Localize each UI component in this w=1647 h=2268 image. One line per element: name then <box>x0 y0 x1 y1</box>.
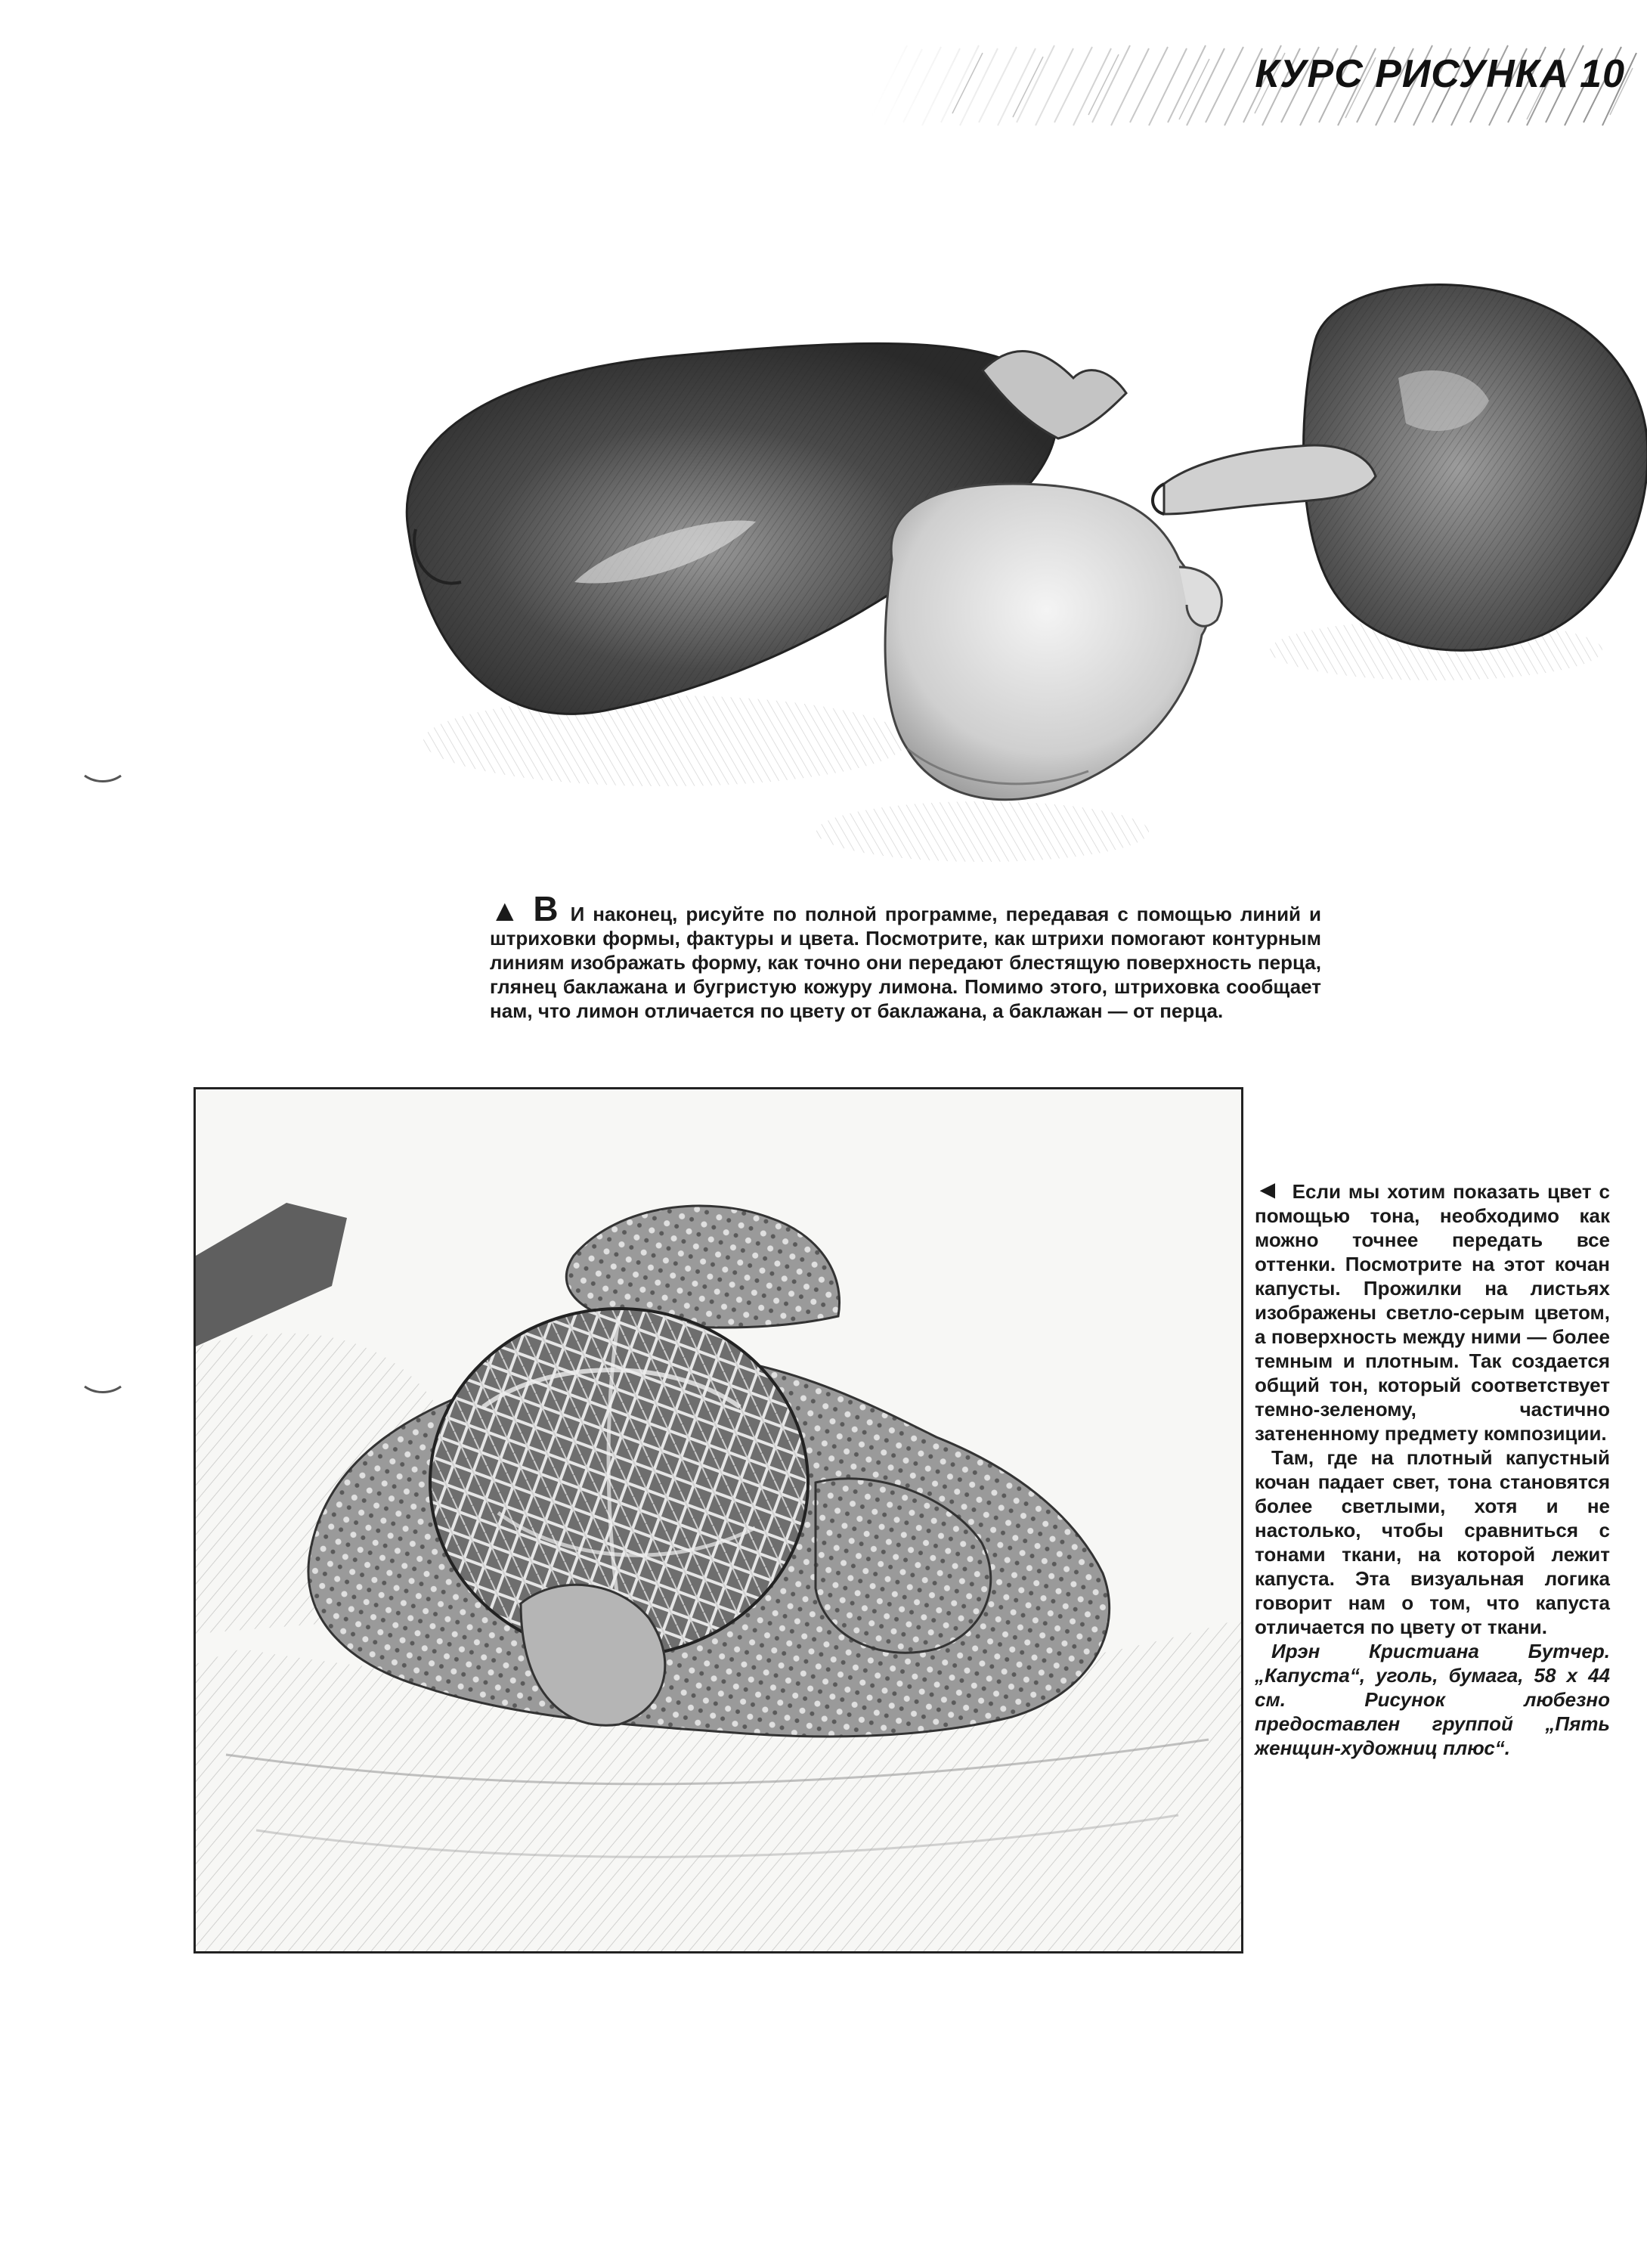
cabbage-drawing <box>196 1089 1241 1951</box>
triangle-left-icon: ◄ <box>1255 1176 1280 1204</box>
caption-b-text: И наконец, рисуйте по полной программе, передавая с помощью линий и штриховки формы, фактуры и цвета. Посмотрите, как штрихи помогают контурным линиям изображать форму, как точно они передают блестящую поверхность перца, глянец баклажана и бугристую кожуру лимона. Помимо этого, штриховка сообщает нам, что лимон отличается по цвету от баклажана, а баклажан — от перца. <box>490 903 1322 1022</box>
artwork-credit: Ирэн Кристиана Бутчер. „Капуста“, уголь, бумага, 58 х 44 см. Рисунок любезно предоставлен группой „Пять женщин-художниц плюс“. <box>1255 1640 1610 1759</box>
running-head <box>1255 51 1625 97</box>
page-number: 10 <box>1580 52 1625 96</box>
binder-mark-lower <box>83 1383 122 1396</box>
pepper <box>1153 285 1647 651</box>
cabbage-description <box>1255 1178 1610 1760</box>
vegetables-sketch <box>363 257 1647 877</box>
side-paragraph-1-text: Если мы хотим показать цвет с помощью тона, необходимо как можно точнее передать все оттенки. Посмотрите на этот кочан капусты. Прожилки на листьях изображены светло-серым цветом, а поверхность между ними — более темным и плотным. Так создается общий тон, который соответствует темно-зеленому, частично затененному предмету композиции. <box>1255 1180 1610 1445</box>
figure-letter: В <box>533 889 559 928</box>
section-title: КУРС РИСУНКА <box>1255 52 1570 96</box>
lemon-shadow <box>816 801 1149 862</box>
side-paragraph-1 <box>1255 1178 1610 1445</box>
caption-figure-b <box>490 889 1322 1023</box>
lemon <box>885 484 1221 800</box>
binder-mark-upper <box>83 773 122 785</box>
triangle-up-icon: ▲ <box>490 894 523 928</box>
cabbage-drawing-frame <box>193 1087 1243 1954</box>
page-header <box>862 30 1640 129</box>
eggplant-shadow <box>423 696 907 786</box>
side-paragraph-2: Там, где на плотный капустный кочан падает свет, тона становятся более светлыми, хотя и не настолько, чтобы сравниться с тонами ткани, на которой лежит капуста. Эта визуальная логика говорит нам о том, что капуста отличается по цвету от ткани. <box>1255 1446 1610 1638</box>
